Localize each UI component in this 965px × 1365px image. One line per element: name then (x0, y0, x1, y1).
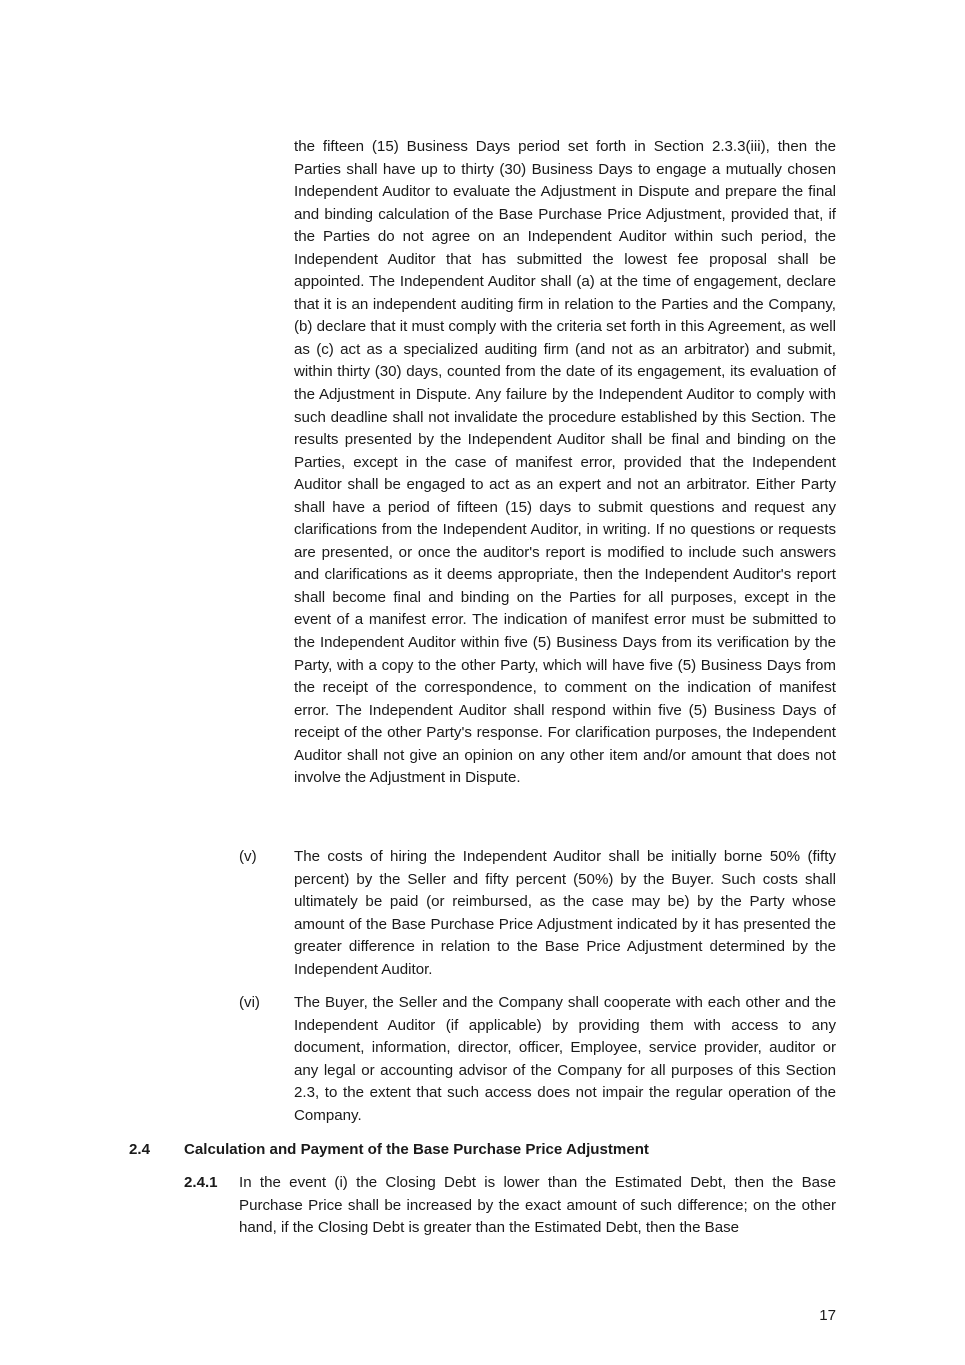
section-title: Calculation and Payment of the Base Purchase Price Adjustment (184, 1141, 649, 1158)
list-item-number: (vi) (239, 994, 260, 1011)
list-item-text: The costs of hiring the Independent Auditor shall be initially borne 50% (fifty percent) by the Seller and fifty percent (50%) by the Buyer. Such costs shall ultimately be paid (or reimbursed, as the case may be) by the Party whose amount of the Base Purchase Price Adjustment indicated by it has presented the greater difference in relation to the Base Price Adjustment determined by the Independent Auditor. (294, 848, 836, 978)
list-item-text: The Buyer, the Seller and the Company shall cooperate with each other and the Independent Auditor (if applicable) by providing them with access to any document, information, director, officer, Employee, service provider, auditor or any legal or accounting advisor of the Company for all purposes of this Section 2.3, to the extent that such access does not impair the regular operation of the Company. (294, 994, 836, 1124)
page-number: 17 (819, 1307, 836, 1324)
subsection-2-4-1 (184, 1172, 836, 1240)
list-item-number: (v) (239, 848, 257, 865)
subsection-number: 2.4.1 (184, 1174, 218, 1191)
continuation-paragraph: the fifteen (15) Business Days period set forth in Section 2.3.3(iii), then the Parties shall have up to thirty (30) Business Days to engage a mutually chosen Independent Auditor to evaluate the Adjustment in Dispute and prepare the final and binding calculation of the Base Purchase Price Adjustment, provided that, if the Parties do not agree on an Independent Auditor within such period, the Independent Auditor that has submitted the lowest fee proposal shall be appointed. The Independent Auditor shall (a) at the time of engagement, declare that it is an independent auditing firm in relation to the Parties and the Company, (b) declare that it must comply with the criteria set forth in this Agreement, as well as (c) act as a specialized auditing firm (and not as an arbitrator) and submit, within thirty (30) days, counted from the date of its engagement, its evaluation of the Adjustment in Dispute. Any failure by the Independent Auditor to comply with such deadline shall not invalidate the procedure established by this Section. The results presented by the Independent Auditor shall be final and binding on the Parties, except in the case of manifest error, provided that the Independent Auditor shall be engaged to act as an expert and not an arbitrator. Either Party shall have a period of fifteen (15) days to submit questions and request any clarifications from the Independent Auditor, in writing. If no questions or requests are presented, or once the auditor's report is modified to include such answers and clarifications as it deems appropriate, then the Independent Auditor's report shall become final and binding on the Parties for all purposes, except in the event of a manifest error. The indication of manifest error must be submitted to the Independent Auditor within five (5) Business Days from its verification by the Party, with a copy to the other Party, which will have five (5) Business Days from the receipt of the correspondence, to comment on the indication of manifest error. The Independent Auditor shall respond within five (5) Business Days of receipt of the other Party's response. For clarification purposes, the Independent Auditor shall not give an opinion on any other item and/or amount that does not involve the Adjustment in Dispute. (294, 138, 836, 787)
list-item-v (239, 846, 836, 981)
subsection-text: In the event (i) the Closing Debt is lower than the Estimated Debt, then the Base Purchase Price shall be increased by the exact amount of such difference; on the other hand, if the Closing Debt is greater than the Estimated Debt, then the Base (239, 1174, 836, 1237)
section-number: 2.4 (129, 1141, 150, 1158)
list-item-vi (239, 992, 836, 1127)
